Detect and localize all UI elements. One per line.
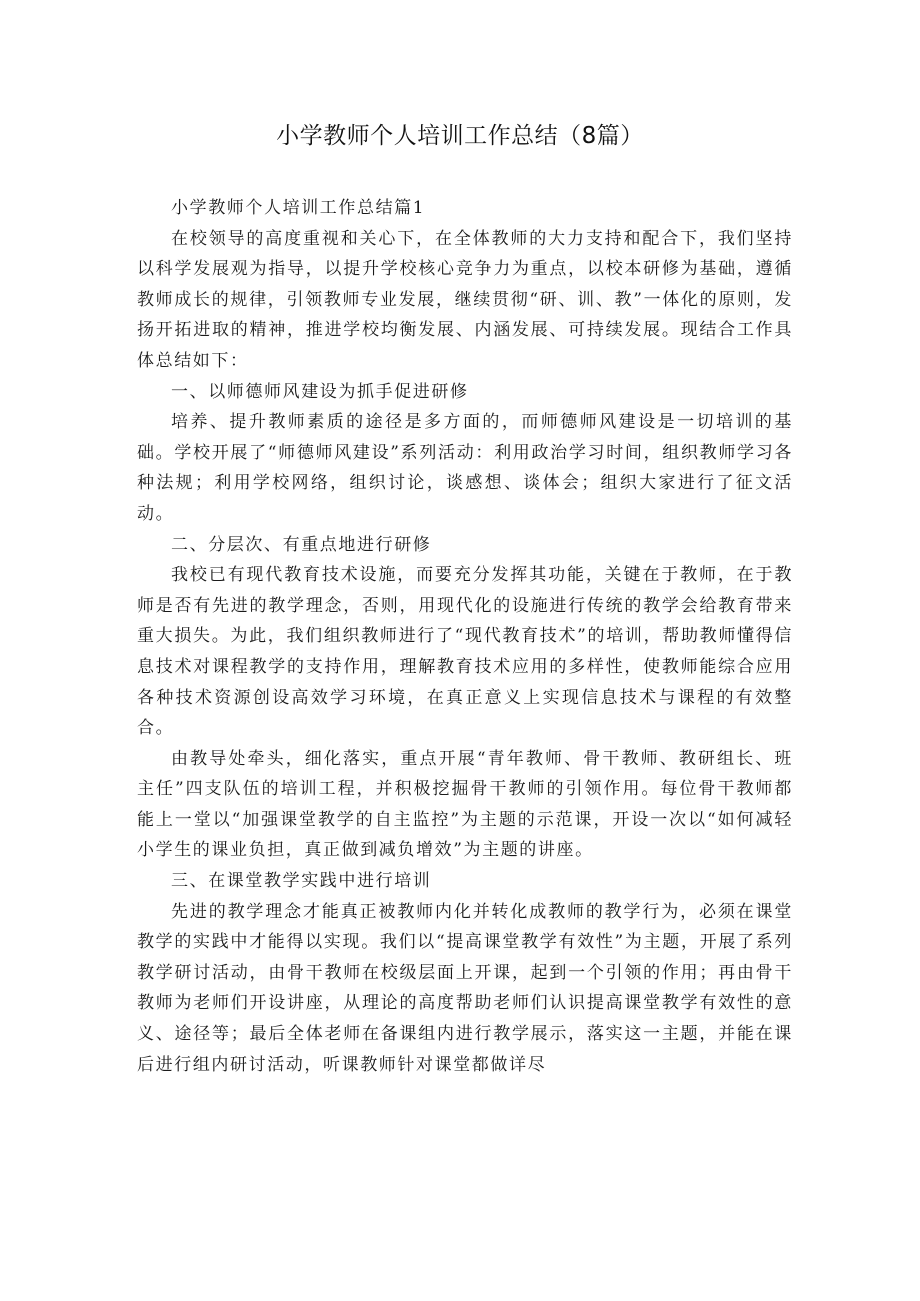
section-heading-3: 三、在课堂教学实践中进行培训 xyxy=(171,871,432,892)
paragraph-teams: 由教导处牵头，细化落实，重点开展“青年教师、骨干教师、教研组长、班主任”四支队伍的培训工程，并积极挖掘骨干教师的引领作用。每位骨干教师都能上一堂以“加强课堂教学的自主监控”为主题的示范课，开设一次以“如何减轻小学生的课业负担，真正做到减负增效”为主题的讲座。 xyxy=(137,748,793,861)
section-heading-1: 一、以师德师风建设为抓手促进研修 xyxy=(171,381,469,402)
section-heading-2: 二、分层次、有重点地进行研修 xyxy=(171,534,432,555)
paragraph-technology: 我校已有现代教育技术设施，而要充分发挥其功能，关键在于教师，在于教师是否有先进的教学理念，否则，用现代化的设施进行传统的教学会给教育带来重大损失。为此，我们组织教师进行了“现代教育技术”的培训，帮助教师懂得信息技术对课程教学的支持作用，理解教育技术应用的多样性，使教师能综合应用各种技术资源创设高效学习环境，在真正意义上实现信息技术与课程的有效整合。 xyxy=(137,565,793,739)
paragraph-classroom: 先进的教学理念才能真正被教师内化并转化成教师的教学行为，必须在课堂教学的实践中才能得以实现。我们以“提高课堂教学有效性”为主题，开展了系列教学研讨活动，由骨干教师在校级层面上开课，起到一个引领的作用；再由骨干教师为老师们开设讲座，从理论的高度帮助老师们认识提高课堂教学有效性的意义、途径等；最后全体老师在备课组内进行教学展示，落实这一主题，并能在课后进行组内研讨活动，听课教师针对课堂都做详尽 xyxy=(137,901,793,1075)
paragraph-intro: 在校领导的高度重视和关心下，在全体教师的大力支持和配合下，我们坚持以科学发展观为指导，以提升学校核心竞争力为重点，以校本研修为基础，遵循教师成长的规律，引领教师专业发展，继续贯彻“研、训、教”一体化的原则，发扬开拓进取的精神，推进学校均衡发展、内涵发展、可持续发展。现结合工作具体总结如下： xyxy=(137,228,793,371)
paragraph-ethics: 培养、提升教师素质的途径是多方面的，而师德师风建设是一切培训的基础。学校开展了“师德师风建设”系列活动：利用政治学习时间，组织教师学习各种法规；利用学校网络，组织讨论，谈感想、谈体会；组织大家进行了征文活动。 xyxy=(137,412,793,524)
document-body xyxy=(137,193,793,1080)
section-heading-article-1: 小学教师个人培训工作总结篇1 xyxy=(171,198,426,218)
document-title: 小学教师个人培训工作总结（8篇） xyxy=(276,123,644,149)
